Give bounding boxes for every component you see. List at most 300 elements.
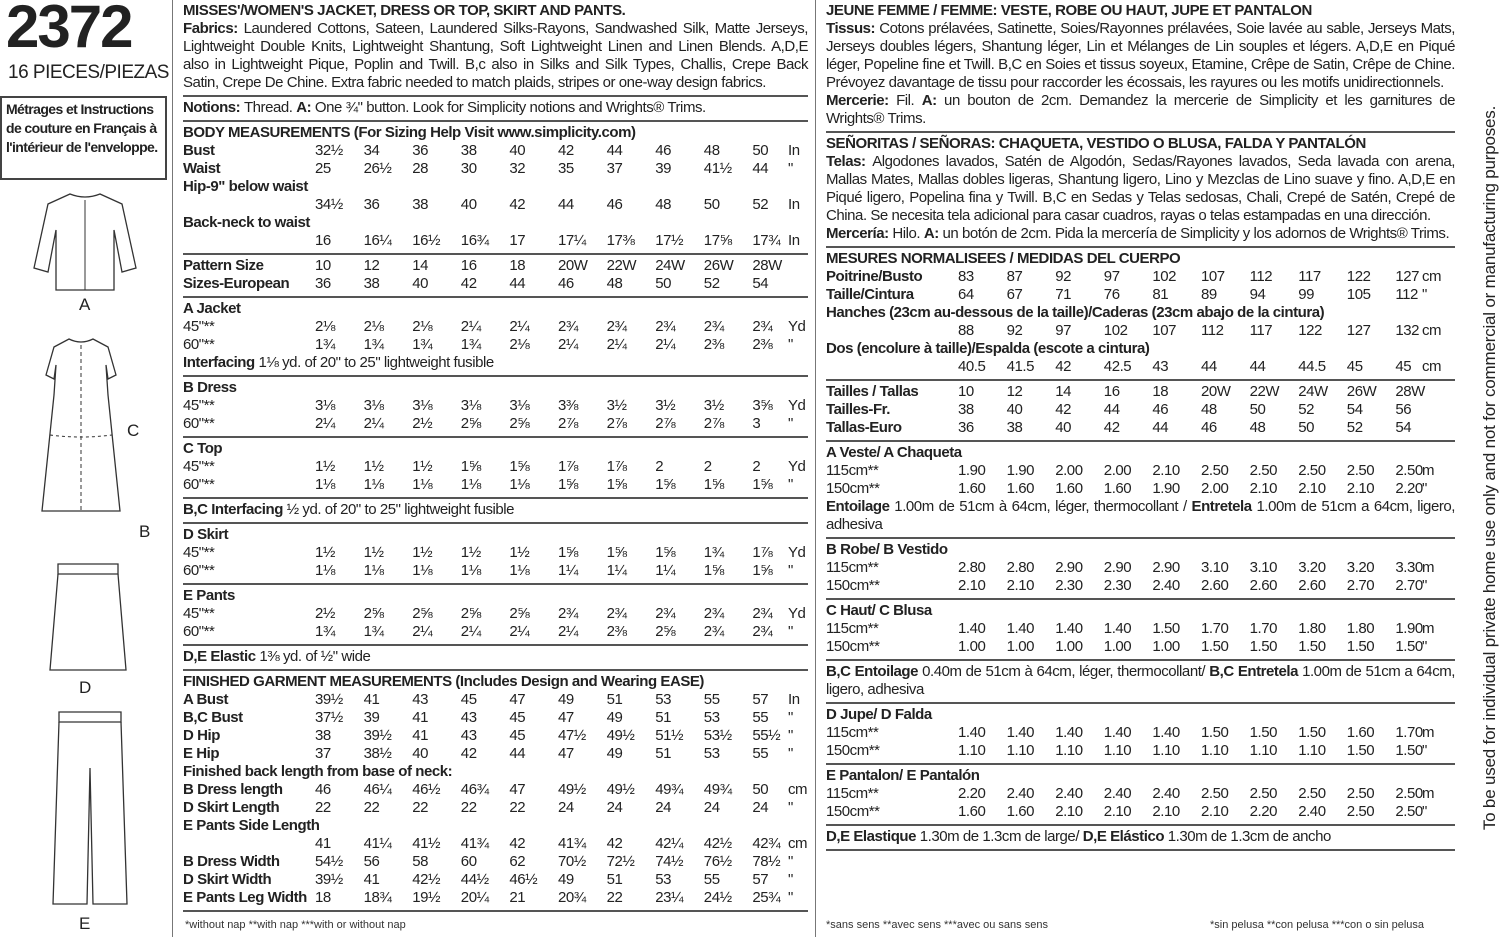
- measurement-row: [183, 142, 808, 160]
- size-value: 19½: [412, 889, 441, 906]
- size-value: 20W: [558, 257, 588, 274]
- row-label: 115cm**: [826, 559, 879, 576]
- size-value: 44: [558, 196, 574, 213]
- measurement-row: [826, 785, 1455, 803]
- row-label: B Dress length: [183, 781, 283, 798]
- size-value: 49½: [606, 727, 635, 744]
- size-value: 2: [752, 458, 761, 475]
- size-value: 16¾: [460, 232, 489, 249]
- size-value: 40: [509, 142, 526, 159]
- size-value: 22: [315, 799, 331, 816]
- size-value: 1½: [363, 458, 384, 475]
- info-paragraph: [183, 501, 808, 519]
- size-value: 3.20: [1346, 559, 1375, 576]
- row-label: D Hip: [183, 727, 220, 744]
- size-value: 17: [509, 232, 526, 249]
- size-value: 34: [363, 142, 380, 159]
- size-value: 1.60: [958, 803, 986, 820]
- row-label: 60"**: [183, 336, 215, 353]
- view-letter-c: C: [127, 421, 140, 440]
- size-value: 1.00: [1055, 638, 1083, 655]
- size-value: 14: [412, 257, 428, 274]
- measurement-row: [183, 160, 808, 178]
- size-value: 55: [752, 709, 769, 726]
- paragraph-text: Fil.: [896, 92, 922, 109]
- size-value: 41½: [412, 835, 441, 852]
- size-value: 2.20: [958, 785, 986, 802]
- size-value: 1⅞: [752, 544, 773, 561]
- size-value: 46: [606, 196, 623, 213]
- size-value: 2⅛: [412, 318, 433, 335]
- size-value: 2¼: [558, 336, 578, 353]
- paragraph-text: 1⅜ yd. of ½" wide: [259, 648, 371, 665]
- unit-label: ": [788, 415, 793, 432]
- size-value: 50: [1249, 401, 1266, 418]
- row-label: Tailles / Tallas: [826, 383, 919, 400]
- size-value: 49½: [558, 781, 586, 798]
- measurement-row: [826, 419, 1455, 437]
- row-label: Hip-9" below waist: [183, 178, 308, 195]
- size-value: 1⅝: [703, 562, 724, 579]
- paragraph-text: Algodones lavados, Satén de Algodón, Sedas/Rayones lavados, Seda lavada con arena, Mallas Mates, Mallas dobles ligeras, Shantung ligero, Lino y Mezclas de Lino suave y fino. A,D,E en Piqué ligero, Popelina fina y Twill. B,C en Sedas y Telas sedosas, Chali, Crepé de Satén, Crepé de China. Se necesita tela adicional para casar cuadros, rayas o telas estampadas en una dirección.: [826, 153, 1455, 224]
- size-value: 60: [460, 853, 477, 870]
- size-value: 1.10: [1298, 742, 1326, 759]
- measurement-row: [183, 415, 808, 433]
- size-value: 97: [1055, 322, 1071, 339]
- size-value: 1.40: [1103, 620, 1132, 637]
- paragraph-text: 1.00m de 51cm à 64cm, léger, thermocollant /: [894, 498, 1192, 515]
- measurement-row: [183, 835, 808, 853]
- measurement-row: [183, 257, 808, 275]
- paragraph-text: One ¾" button. Look for Simplicity notions and Wrights® Trims.: [314, 99, 706, 116]
- size-value: 2.00: [1055, 462, 1083, 479]
- row-label: Waist: [183, 160, 221, 177]
- size-value: 50: [752, 142, 769, 159]
- row-label: 150cm**: [826, 480, 880, 497]
- size-value: 41¾: [460, 835, 489, 852]
- size-value: 46: [1152, 401, 1169, 418]
- size-value: 2.10: [1103, 803, 1132, 820]
- size-value: 2.40: [1298, 803, 1326, 820]
- size-value: 132: [1395, 322, 1420, 339]
- paragraph-text: Cotons prélavées, Satinette, Soies/Rayonnes prélavées, Soie lavée au sable, Jerseys Mats, Jerseys doubles légers, Shantung léger, Lin et Mélanges de Lin souples et légers. A,D,E en Piqué léger, Popeline fine et Twill. B,C en Soies et tissus soyeux, Etamine, Crêpe de Satin, Crêpe de Chine. Prévoyez davantage de tissu pour raccorder les écossais, les rayures ou les motifs unidirectionnels.: [826, 20, 1456, 91]
- info-paragraph: [183, 354, 808, 372]
- size-value: 1½: [460, 544, 481, 561]
- size-value: 16: [460, 257, 477, 274]
- section-divider: [826, 131, 1455, 133]
- row-label: B Robe/ B Vestido: [826, 541, 948, 558]
- row-label: B,C Bust: [183, 709, 243, 726]
- size-value: 51: [655, 709, 671, 726]
- size-value: 2.10: [1201, 803, 1229, 820]
- size-value: 38: [412, 196, 428, 213]
- size-value: 94: [1249, 286, 1266, 303]
- size-value: 39: [655, 160, 671, 177]
- size-value: 47: [509, 781, 526, 798]
- size-value: 1½: [412, 458, 433, 475]
- size-value: 2⅞: [558, 415, 578, 432]
- size-value: 49½: [606, 781, 635, 798]
- size-value: 1.40: [1055, 620, 1083, 637]
- row-label: D Jupe/ D Falda: [826, 706, 932, 723]
- size-value: 48: [703, 142, 720, 159]
- info-paragraph: [183, 20, 808, 92]
- size-value: 54: [1395, 419, 1412, 436]
- size-value: 97: [1103, 268, 1120, 285]
- size-value: 1.50: [1201, 638, 1229, 655]
- unit-label: ": [788, 562, 793, 579]
- size-value: 2.60: [1201, 577, 1229, 594]
- size-value: 2¾: [606, 605, 627, 622]
- paragraph-label: Telas:: [826, 153, 873, 170]
- section-divider: [826, 824, 1455, 826]
- size-value: 122: [1346, 268, 1371, 285]
- row-label: 115cm**: [826, 620, 879, 637]
- size-value: 47: [509, 691, 526, 708]
- measurement-row: [826, 286, 1455, 304]
- section-divider: [826, 849, 1455, 851]
- size-value: 1.10: [1249, 742, 1277, 759]
- row-label: Tailles-Fr.: [826, 401, 890, 418]
- size-value: 1.70: [1395, 724, 1423, 741]
- size-value: 43: [1152, 358, 1169, 375]
- info-paragraph: [183, 99, 808, 117]
- size-value: 39: [363, 709, 380, 726]
- size-value: 44½: [460, 871, 489, 888]
- unit-label: ": [788, 853, 793, 870]
- unit-label: ": [1422, 742, 1427, 759]
- section-divider: [183, 644, 808, 646]
- size-value: 36: [315, 275, 331, 292]
- size-value: 41¾: [558, 835, 586, 852]
- size-value: 42¼: [655, 835, 684, 852]
- size-value: 24W: [655, 257, 685, 274]
- paragraph-label: B,C Interfacing: [183, 501, 287, 518]
- section-divider: [183, 910, 808, 912]
- paragraph-text: un botón de 2cm. Pida la mercería de Simplicity y los adornos de Wrights® Trims.: [942, 225, 1450, 242]
- size-value: 49: [606, 745, 623, 762]
- measurement-row: [183, 318, 808, 336]
- unit-label: ": [788, 745, 793, 762]
- size-value: 58: [412, 853, 428, 870]
- size-value: 10: [958, 383, 974, 400]
- measurement-row: [826, 322, 1455, 340]
- row-label: Bust: [183, 142, 215, 159]
- size-value: 2⅝: [655, 623, 676, 640]
- size-value: 2⅛: [315, 318, 335, 335]
- size-value: 40: [1055, 419, 1071, 436]
- size-value: 1.50: [1395, 742, 1423, 759]
- measurement-row: [826, 304, 1455, 322]
- size-value: 2¼: [412, 623, 433, 640]
- size-value: 1⅝: [752, 476, 773, 493]
- section-heading: FINISHED GARMENT MEASUREMENTS (Includes Design and Wearing EASE): [183, 673, 704, 690]
- unit-label: ": [788, 799, 793, 816]
- size-value: 105: [1346, 286, 1371, 303]
- size-value: 1½: [363, 544, 384, 561]
- size-value: 26½: [363, 160, 392, 177]
- size-value: 2⅞: [606, 415, 627, 432]
- size-value: 3⅛: [460, 397, 481, 414]
- paragraph-text: Laundered Cottons, Sateen, Laundered Silks-Rayons, Sandwashed Silk, Matte Jerseys, Lightweight Double Knits, Lightweight Shantung, Soft Lightweight Linen and Linen Blends. A,D,E also in Lightweight Pique, Poplin and Twill. B,c also in Silks and Silk Types, Challis, Crepe Back Satin, Crepe De Chine. Extra fabric needed to match plaids, stripes or one-way design fabrics.: [183, 20, 808, 91]
- size-value: 16½: [412, 232, 441, 249]
- size-value: 28W: [752, 257, 782, 274]
- unit-label: ": [1422, 803, 1427, 820]
- unit-label: cm: [1422, 268, 1442, 285]
- size-value: 2¾: [703, 605, 724, 622]
- size-value: 92: [1006, 322, 1023, 339]
- section-divider: [183, 522, 808, 524]
- info-paragraph: [826, 92, 1455, 128]
- section-divider: [826, 537, 1455, 539]
- row-label: Back-neck to waist: [183, 214, 310, 231]
- section-divider: [826, 702, 1455, 704]
- size-value: 22W: [1249, 383, 1280, 400]
- size-value: 2½: [412, 415, 433, 432]
- size-value: 2¼: [363, 415, 384, 432]
- unit-label: m: [1422, 785, 1435, 802]
- section-divider: [183, 120, 808, 122]
- paragraph-text: 1.00m de 51cm a 64cm, ligero, adhesiva: [826, 663, 1456, 698]
- size-value: 2¾: [752, 318, 773, 335]
- view-letter-d: D: [79, 678, 92, 697]
- size-value: 45: [1346, 358, 1363, 375]
- size-value: 32½: [315, 142, 343, 159]
- size-value: 1⅝: [509, 458, 530, 475]
- row-label: C Haut/ C Blusa: [826, 602, 932, 619]
- size-value: 1.40: [1055, 724, 1083, 741]
- size-value: 112: [1249, 268, 1273, 285]
- size-value: 14: [1055, 383, 1071, 400]
- size-value: 122: [1298, 322, 1322, 339]
- unit-label: ": [1422, 480, 1427, 497]
- section-divider: [183, 497, 808, 499]
- size-value: 42¾: [752, 835, 781, 852]
- paragraph-label: D,E Elastic: [183, 648, 260, 665]
- size-value: 64: [958, 286, 974, 303]
- row-label: 45"**: [183, 605, 215, 622]
- size-value: 22: [363, 799, 380, 816]
- size-value: 2⅛: [363, 318, 384, 335]
- nap-footnote-fr: *sans sens **avec sens ***avec ou sans sens: [826, 919, 1048, 931]
- size-value: 54: [1346, 401, 1363, 418]
- size-value: 88: [958, 322, 974, 339]
- size-value: 24: [752, 799, 769, 816]
- unit-label: Yd: [788, 458, 806, 475]
- size-value: 1.90: [1152, 480, 1180, 497]
- size-value: 1⅛: [460, 476, 481, 493]
- unit-label: ": [788, 871, 793, 888]
- size-value: 1⅝: [558, 544, 578, 561]
- size-value: 18: [509, 257, 526, 274]
- size-value: 2.80: [1006, 559, 1034, 576]
- size-value: 2¾: [558, 605, 578, 622]
- size-value: 38: [363, 275, 380, 292]
- size-value: 2.70: [1395, 577, 1423, 594]
- french-instructions-note: Métrages et Instructions de couture en Français à l'intérieur de l'enveloppe.: [0, 96, 167, 180]
- size-value: 2¼: [315, 415, 335, 432]
- size-value: 1.50: [1395, 638, 1423, 655]
- paragraph-label: B,C Entretela: [1209, 663, 1303, 680]
- measurement-row: [183, 397, 808, 415]
- row-label: 60"**: [183, 623, 215, 640]
- size-value: 2.50: [1249, 785, 1277, 802]
- unit-label: In: [788, 196, 800, 213]
- size-value: 1¾: [315, 336, 335, 353]
- size-value: 2.10: [1152, 803, 1180, 820]
- paragraph-label: Tissus:: [826, 20, 880, 37]
- size-value: 46: [655, 142, 671, 159]
- size-value: 37½: [315, 709, 343, 726]
- size-value: 127: [1346, 322, 1371, 339]
- size-value: 22: [509, 799, 526, 816]
- size-value: 127: [1395, 268, 1420, 285]
- size-value: 107: [1201, 268, 1225, 285]
- size-value: 38: [460, 142, 477, 159]
- row-label: 60"**: [183, 415, 215, 432]
- size-value: 56: [363, 853, 380, 870]
- size-value: 2⅞: [655, 415, 676, 432]
- size-value: 37: [606, 160, 623, 177]
- measurement-row: [183, 178, 808, 196]
- info-paragraph: [826, 828, 1455, 846]
- size-value: 1.10: [1006, 742, 1034, 759]
- section-heading: JEUNE FEMME / FEMME: VESTE, ROBE OU HAUT, JUPE ET PANTALON: [826, 2, 1312, 19]
- size-value: 1⅝: [460, 458, 481, 475]
- size-value: 12: [1006, 383, 1023, 400]
- size-value: 43: [412, 691, 428, 708]
- size-value: 1¾: [460, 336, 481, 353]
- unit-label: cm: [788, 835, 808, 852]
- size-value: 102: [1103, 322, 1128, 339]
- size-value: 45: [1395, 358, 1412, 375]
- size-value: 1.00: [1006, 638, 1034, 655]
- paragraph-label: Entoilage: [826, 498, 895, 515]
- size-value: 1⅝: [655, 476, 676, 493]
- row-label: Sizes-European: [183, 275, 290, 292]
- size-value: 45: [460, 691, 477, 708]
- paragraph-label: Mercerie:: [826, 92, 897, 109]
- measurement-row: [183, 853, 808, 871]
- size-value: 1½: [315, 458, 335, 475]
- size-value: 16¼: [363, 232, 392, 249]
- measurement-row: [183, 871, 808, 889]
- size-value: 41½: [703, 160, 732, 177]
- size-value: 1.50: [1152, 620, 1180, 637]
- size-value: 1.40: [958, 724, 986, 741]
- size-value: 2.40: [1152, 577, 1180, 594]
- size-value: 47: [558, 709, 574, 726]
- paragraph-text: 1.30m de 1.3cm de large/: [919, 828, 1083, 845]
- size-value: 1.00: [958, 638, 986, 655]
- size-value: 1½: [509, 544, 530, 561]
- size-value: 1.60: [1103, 480, 1132, 497]
- measurement-row: [826, 602, 1455, 620]
- size-value: 32: [509, 160, 526, 177]
- size-value: 2⅝: [460, 415, 481, 432]
- section-divider: [826, 659, 1455, 661]
- size-value: 67: [1006, 286, 1023, 303]
- size-value: 3.10: [1249, 559, 1277, 576]
- measurement-row: [183, 587, 808, 605]
- size-value: 51: [606, 871, 623, 888]
- size-value: 1.80: [1298, 620, 1326, 637]
- size-value: 1⅛: [412, 562, 433, 579]
- size-value: 2.10: [958, 577, 986, 594]
- row-label: Pattern Size: [183, 257, 264, 274]
- size-value: 3: [752, 415, 761, 432]
- size-value: 17¼: [558, 232, 586, 249]
- size-value: 76½: [703, 853, 732, 870]
- row-label: B Dress: [183, 379, 237, 396]
- size-value: 2⅜: [703, 336, 724, 353]
- unit-label: Yd: [788, 318, 806, 335]
- section-divider: [183, 296, 808, 298]
- size-value: 20¾: [558, 889, 586, 906]
- size-value: 1⅛: [315, 476, 335, 493]
- size-value: 2.10: [1298, 480, 1326, 497]
- row-label: D Skirt Width: [183, 871, 272, 888]
- size-value: 38: [315, 727, 331, 744]
- info-paragraph: [826, 225, 1455, 243]
- view-letter-b: B: [139, 522, 151, 541]
- size-value: 53: [655, 871, 671, 888]
- size-value: 34½: [315, 196, 343, 213]
- paragraph-label: Notions:: [183, 99, 244, 116]
- size-value: 55½: [752, 727, 781, 744]
- row-label: E Pants Leg Width: [183, 889, 307, 906]
- size-value: 24: [703, 799, 720, 816]
- size-value: 26W: [1346, 383, 1377, 400]
- section-heading: MESURES NORMALISEES / MEDIDAS DEL CUERPO: [826, 250, 1181, 267]
- size-value: 52: [703, 275, 720, 292]
- size-value: 99: [1298, 286, 1314, 303]
- size-value: 70½: [558, 853, 586, 870]
- unit-label: ": [788, 709, 793, 726]
- paragraph-label: A:: [296, 99, 315, 116]
- size-value: 2⅝: [509, 605, 530, 622]
- size-value: 56: [1395, 401, 1412, 418]
- paragraph-label: Entretela: [1191, 498, 1257, 515]
- size-value: 3⅛: [412, 397, 433, 414]
- size-value: 37: [315, 745, 331, 762]
- size-value: 44: [1103, 401, 1120, 418]
- size-value: 1⅛: [412, 476, 433, 493]
- measurement-row: [183, 605, 808, 623]
- size-value: 12: [363, 257, 380, 274]
- size-value: 24½: [703, 889, 732, 906]
- size-value: 72½: [606, 853, 635, 870]
- size-value: 1⅝: [752, 562, 773, 579]
- size-value: 1.40: [1006, 724, 1034, 741]
- row-label: 115cm**: [826, 785, 879, 802]
- unit-label: cm: [1422, 322, 1442, 339]
- info-paragraph: [826, 153, 1455, 225]
- view-letter-e: E: [79, 914, 91, 933]
- size-value: 2.50: [1298, 785, 1326, 802]
- size-value: 2¾: [655, 318, 676, 335]
- size-value: 2¾: [606, 318, 627, 335]
- size-value: 51: [606, 691, 623, 708]
- measurement-row: [183, 275, 808, 293]
- size-value: 89: [1201, 286, 1217, 303]
- size-value: 2.10: [1346, 480, 1375, 497]
- size-value: 48: [1201, 401, 1217, 418]
- size-value: 1⅛: [509, 476, 530, 493]
- size-value: 1¾: [412, 336, 433, 353]
- size-value: 22: [460, 799, 477, 816]
- size-value: 1.40: [1103, 724, 1132, 741]
